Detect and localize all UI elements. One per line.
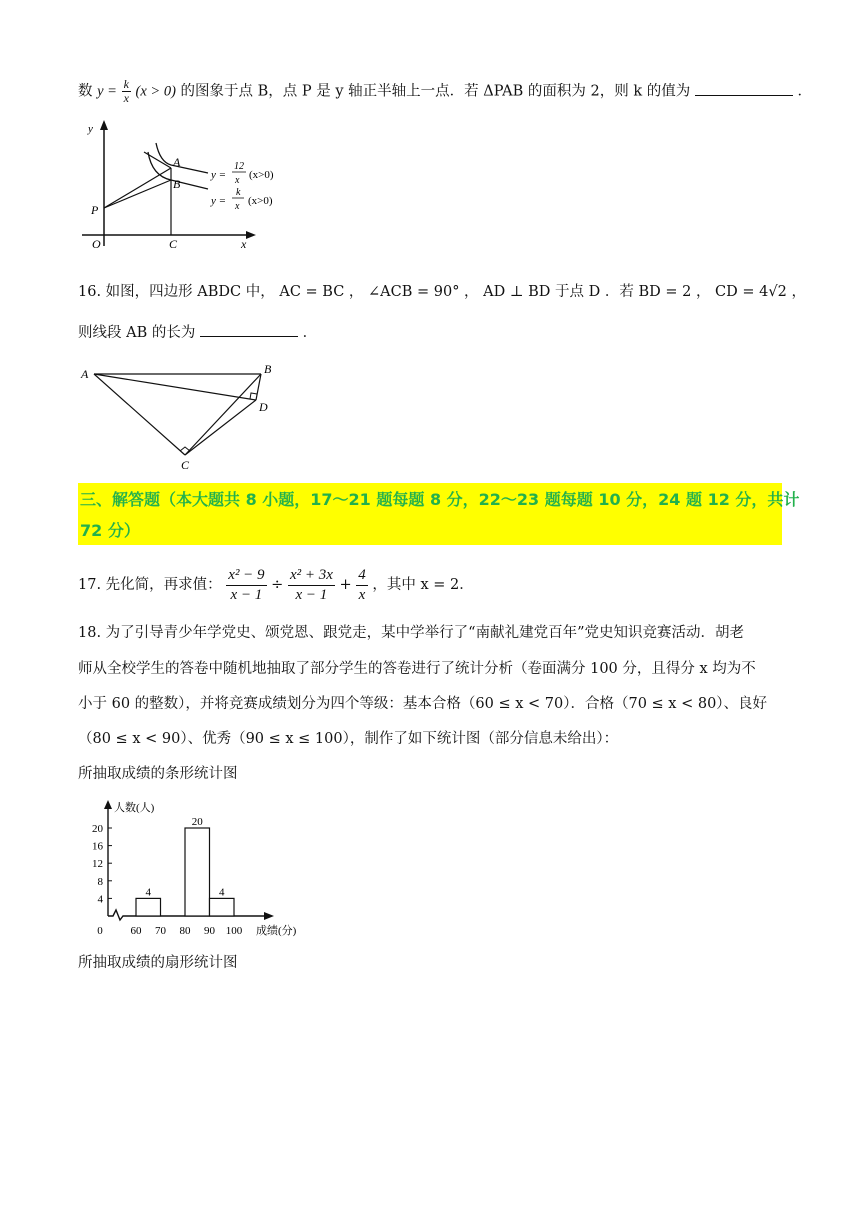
q15-eq: y = [97, 83, 117, 100]
x-tick-label: 80 [179, 925, 191, 937]
bar [185, 828, 210, 916]
q17-f1-den: x − 1 [230, 586, 263, 603]
y-axis-label: y [88, 123, 93, 135]
q17-fraction-3 [356, 566, 368, 605]
curve1-num: 12 [234, 161, 244, 172]
x-tick-label: 0 [97, 925, 103, 937]
y-tick-label: 4 [97, 893, 103, 906]
q17-f1-num: x² − 9 [226, 566, 266, 586]
q17-f2-num: x² + 3x [288, 566, 335, 586]
q17-suffix: ，其中 x = 2． [372, 577, 474, 593]
curve1-cond: (x>0) [249, 169, 274, 181]
point-c-label: C [169, 237, 178, 251]
q15-prefix: 数 [78, 83, 93, 100]
point-d-label: D [259, 400, 268, 414]
point-c-label: C [181, 458, 190, 472]
point-a-label: A [173, 155, 181, 169]
x-tick-label: 60 [130, 925, 142, 937]
answer-blank[interactable] [200, 322, 298, 337]
x-axis-title: 成绩(分) [256, 925, 297, 937]
curve1-den: x [235, 175, 240, 186]
bar [210, 898, 235, 916]
q15-frac-num: k [123, 77, 129, 91]
x-axis-arrow [264, 912, 274, 920]
pie-chart-caption: 所抽取成绩的扇形统计图 [78, 955, 238, 971]
q17-f2-den: x − 1 [295, 586, 328, 603]
q15-frac-den: x [123, 91, 129, 105]
y-tick-label: 12 [92, 858, 103, 871]
point-b-label: B [173, 177, 181, 191]
bar-data-label: 4 [145, 886, 151, 899]
figure-hyperbola [78, 118, 308, 258]
x-axis-label: x [241, 237, 247, 251]
section-title-line1: 三、解答题（本大题共 8 小题，17～21 题每题 8 分，22～23 题每题 10 分，24 题 12 分，共计 [80, 490, 800, 509]
q17-fraction-1 [226, 566, 266, 605]
y-axis-arrow [104, 800, 112, 809]
curve2-num: k [236, 187, 241, 198]
bar [136, 898, 161, 916]
q17-fraction-2 [288, 566, 335, 605]
bar-data-label: 4 [219, 886, 225, 899]
bar-data-label: 20 [191, 816, 203, 828]
q18-line1: 18. 为了引导青少年学党史、颂党恩、跟党走，某中学举行了“南献礼建党百年”党史知识竞赛活动．胡老 [78, 625, 744, 641]
curve-12-over-x [156, 143, 208, 173]
y-axis-title: 人数(人) [114, 802, 155, 814]
q17-plus: + [339, 577, 352, 593]
q16-text2: 则线段 AB 的长为 [78, 325, 196, 341]
q16-line1 [78, 282, 806, 302]
y-tick-label: 8 [97, 875, 103, 888]
point-p-label: P [91, 203, 99, 217]
q15-line [78, 78, 812, 105]
q15-text: 的图象于点 B，点 P 是 y 轴正半轴上一点．若 ΔPAB 的面积为 2，则 k 的值为 [180, 83, 691, 100]
q18-line4: （80 ≤ x < 90）、优秀（90 ≤ x ≤ 100），制作了如下统计图（部分信息未给出）： [78, 731, 619, 747]
q17-f3-den: x [358, 586, 366, 603]
curve1-label-pre: y = [211, 169, 227, 181]
q17-div: ÷ [271, 577, 284, 593]
origin-label: O [92, 237, 101, 251]
y-tick-label: 16 [92, 840, 103, 853]
figure-quadrilateral [78, 358, 288, 473]
q17-f3-num: 4 [356, 566, 368, 586]
q16-text1: 16. 如图，四边形 ABDC 中， AC = BC ， ∠ACB = 90° ， AD ⊥ BD 于点 D ．若 BD = 2 ， CD = 4√2 ， [78, 284, 806, 300]
section-title-line2: 72 分） [80, 521, 140, 540]
curve2-cond: (x>0) [248, 195, 273, 207]
bar-chart-caption: 所抽取成绩的条形统计图 [78, 766, 238, 782]
q16-end: ． [302, 325, 318, 341]
curve2-den: x [235, 201, 240, 212]
q18-line3: 小于 60 的整数），并将竞赛成绩划分为四个等级：基本合格（60 ≤ x < 70）．合格（70 ≤ x < 80）、良好 [78, 696, 768, 712]
q18-line2: 师从全校学生的答卷中随机地抽取了部分学生的答卷进行了统计分析（卷面满分 100 分，且得分 x 均为不 [78, 661, 756, 677]
curve2-label-pre: y = [211, 195, 227, 207]
answer-blank[interactable] [695, 81, 793, 96]
y-tick-label: 20 [92, 823, 103, 835]
q16-line2 [78, 322, 317, 343]
q15-cond: (x > 0) [135, 83, 176, 100]
point-b-label: B [264, 362, 272, 376]
x-tick-label: 70 [155, 925, 166, 937]
q15-end: ． [797, 83, 812, 100]
x-tick-label: 90 [204, 925, 215, 937]
point-a-label: A [81, 367, 89, 381]
bar-chart [78, 798, 308, 943]
q17-prefix: 17. 先化简，再求值： [78, 577, 222, 593]
q17-line [78, 565, 474, 605]
x-tick-label: 100 [225, 925, 243, 937]
q15-fraction [122, 78, 131, 105]
